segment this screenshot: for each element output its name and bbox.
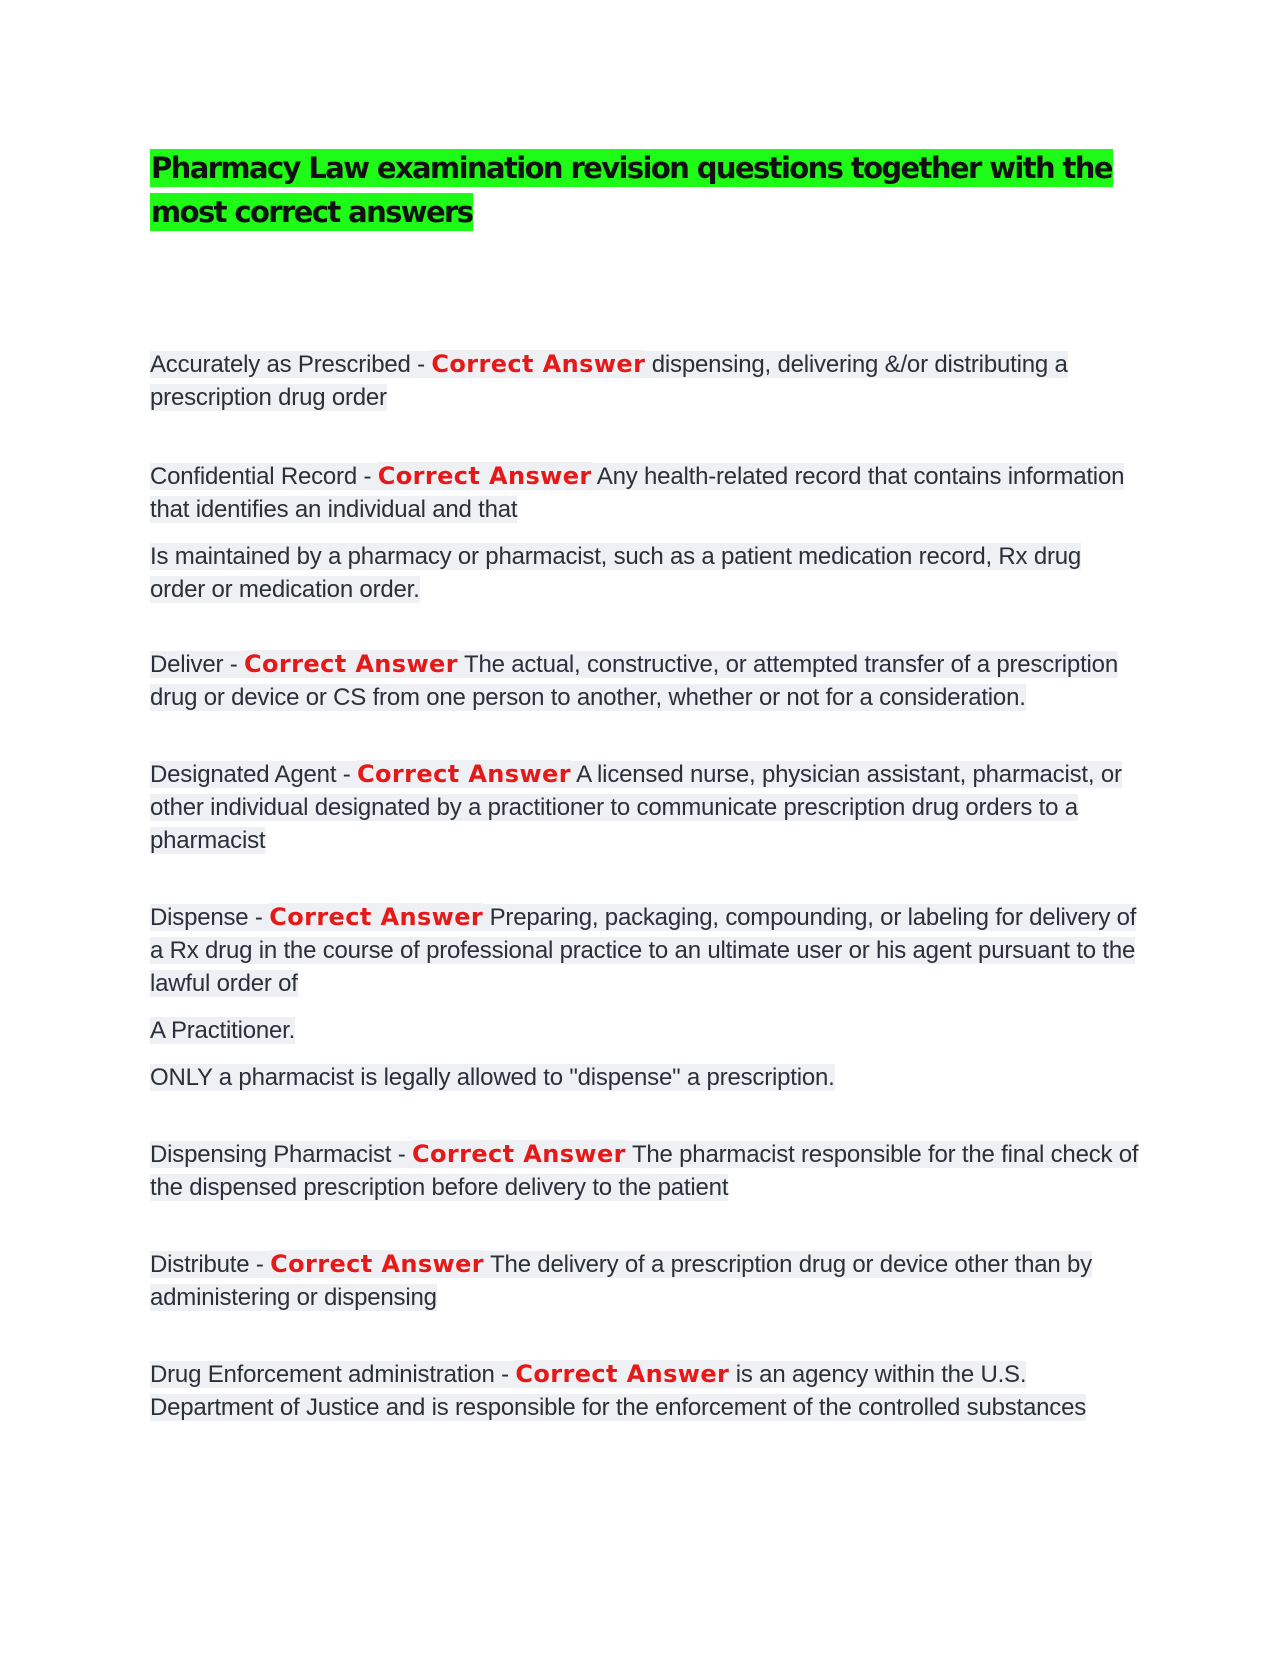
correct-answer-label: Correct Answer (244, 650, 458, 678)
entry-text (150, 460, 1140, 526)
entry-deliver (150, 648, 1140, 714)
term: Dispensing Pharmacist - (150, 1141, 412, 1168)
definition: Any health-related record that contains information that identifies an individual and that (150, 463, 1125, 523)
entry-continuation: Is maintained by a pharmacy or pharmacist, such as a patient medication record, Rx drug order or medication order. (150, 543, 1082, 603)
entry-text (150, 648, 1140, 714)
definition: The delivery of a prescription drug or device other than by administering or dispensing (150, 1251, 1092, 1311)
term: Accurately as Prescribed - (150, 351, 432, 378)
entry-dispense (150, 901, 1140, 1094)
entry-accurately-as-prescribed (150, 348, 1140, 414)
term: Dispense - (150, 904, 270, 931)
correct-answer-label: Correct Answer (269, 903, 484, 931)
definition: dispensing, delivering &/or distributing a prescription drug order (150, 351, 1068, 411)
term: Confidential Record - (150, 463, 378, 490)
entry-confidential-record (150, 460, 1140, 606)
definition: The actual, constructive, or attempted transfer of a prescription drug or device or CS from one person to another, whether or not for a consideration. (150, 651, 1118, 711)
definition: A licensed nurse, physician assistant, pharmacist, or other individual designated by a practitioner to communicate prescription drug orders to a pharmacist (150, 761, 1122, 854)
document-page (150, 146, 1140, 1468)
correct-answer-label: Correct Answer (431, 350, 646, 378)
term: Designated Agent - (150, 761, 358, 788)
entry-list (150, 348, 1140, 1424)
entry-text (150, 348, 1140, 414)
correct-answer-label: Correct Answer (357, 760, 571, 788)
definition: Preparing, packaging, compounding, or labeling for delivery of a Rx drug in the course of professional practice to an ultimate user or his agent pursuant to the lawful order of (150, 904, 1137, 997)
correct-answer-label: Correct Answer (377, 462, 592, 490)
term: Drug Enforcement administration - (150, 1361, 516, 1388)
entry-text (150, 1138, 1140, 1204)
document-title: Pharmacy Law examination revision questions together with the most correct answers (151, 151, 1112, 229)
correct-answer-label: Correct Answer (411, 1140, 626, 1168)
definition: is an agency within the U.S. Department of Justice and is responsible for the enforcement of the controlled substances (150, 1361, 1087, 1421)
entry-continuation: A Practitioner. (150, 1017, 296, 1044)
entry-continuation: ONLY a pharmacist is legally allowed to "dispense" a prescription. (150, 1064, 835, 1091)
term: Deliver - (150, 651, 245, 678)
term: Distribute - (150, 1251, 271, 1278)
definition: The pharmacist responsible for the final check of the dispensed prescription before delivery to the patient (150, 1141, 1139, 1201)
entry-text (150, 1358, 1140, 1424)
entry-text (150, 1248, 1140, 1314)
correct-answer-label: Correct Answer (515, 1360, 730, 1388)
entry-designated-agent (150, 758, 1140, 857)
entry-dispensing-pharmacist (150, 1138, 1140, 1204)
entry-text (150, 901, 1140, 1000)
correct-answer-label: Correct Answer (270, 1250, 485, 1278)
entry-drug-enforcement-administration (150, 1358, 1140, 1424)
entry-distribute (150, 1248, 1140, 1314)
entry-text (150, 758, 1140, 857)
